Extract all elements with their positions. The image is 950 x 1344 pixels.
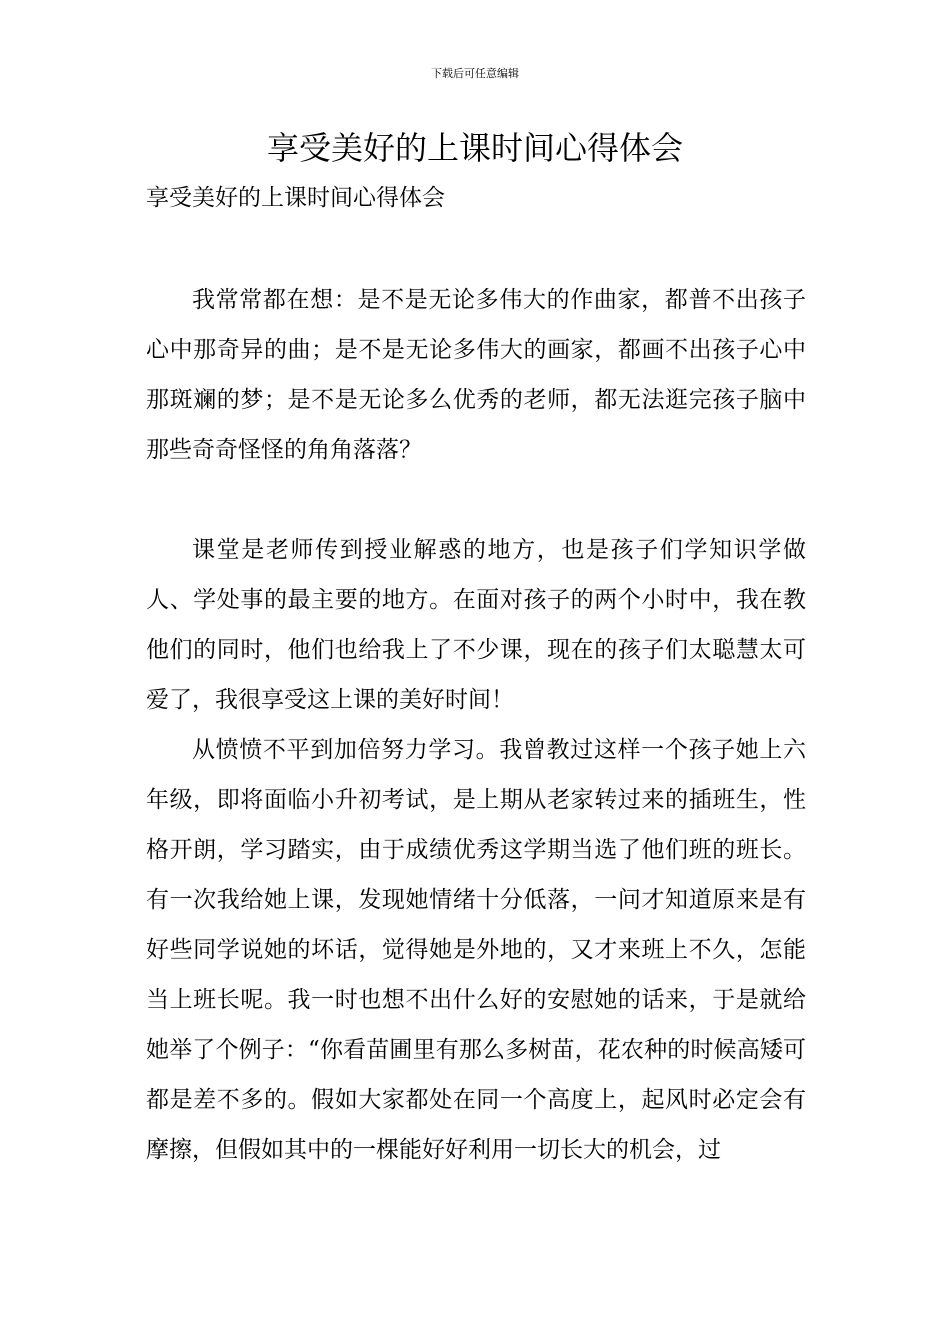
document-title: 享受美好的上课时间心得体会 [266,129,683,167]
paragraph: 课堂是老师传到授业解惑的地方，也是孩子们学知识学做人、学处事的最主要的地方。在面对孩子的两个小时中，我在教他们的同时，他们也给我上了不少课，现在的孩子们太聪慧太可爱了，我很享受这上课的美好时间！ [146,537,806,713]
document-subtitle: 享受美好的上课时间心得体会 [146,185,445,211]
header-note: 下载后可任意编辑 [431,67,519,80]
paragraph: 我常常都在想：是不是无论多伟大的作曲家，都普不出孩子心中那奇异的曲；是不是无论多伟大的画家，都画不出孩子心中那斑斓的梦；是不是无论多么优秀的老师，都无法逛完孩子脑中那些奇奇怪怪的角角落落？ [146,287,806,463]
paragraph: 从愤愤不平到加倍努力学习。我曾教过这样一个孩子她上六年级，即将面临小升初考试，是上期从老家转过来的插班生，性格开朗，学习踏实，由于成绩优秀这学期当选了他们班的班长。有一次我给她上课，发现她情绪十分低落，一问才知道原来是有好些同学说她的坏话，觉得她是外地的，又才来班上不久，怎能当上班长呢。我一时也想不出什么好的安慰她的话来，于是就给她举了个例子：“你看苗圃里有那么多树苗，花农种的时候高矮可都是差不多的。假如大家都处在同一个高度上，起风时必定会有摩擦，但假如其中的一棵能好好利用一切长大的机会，过 [146,737,806,1163]
